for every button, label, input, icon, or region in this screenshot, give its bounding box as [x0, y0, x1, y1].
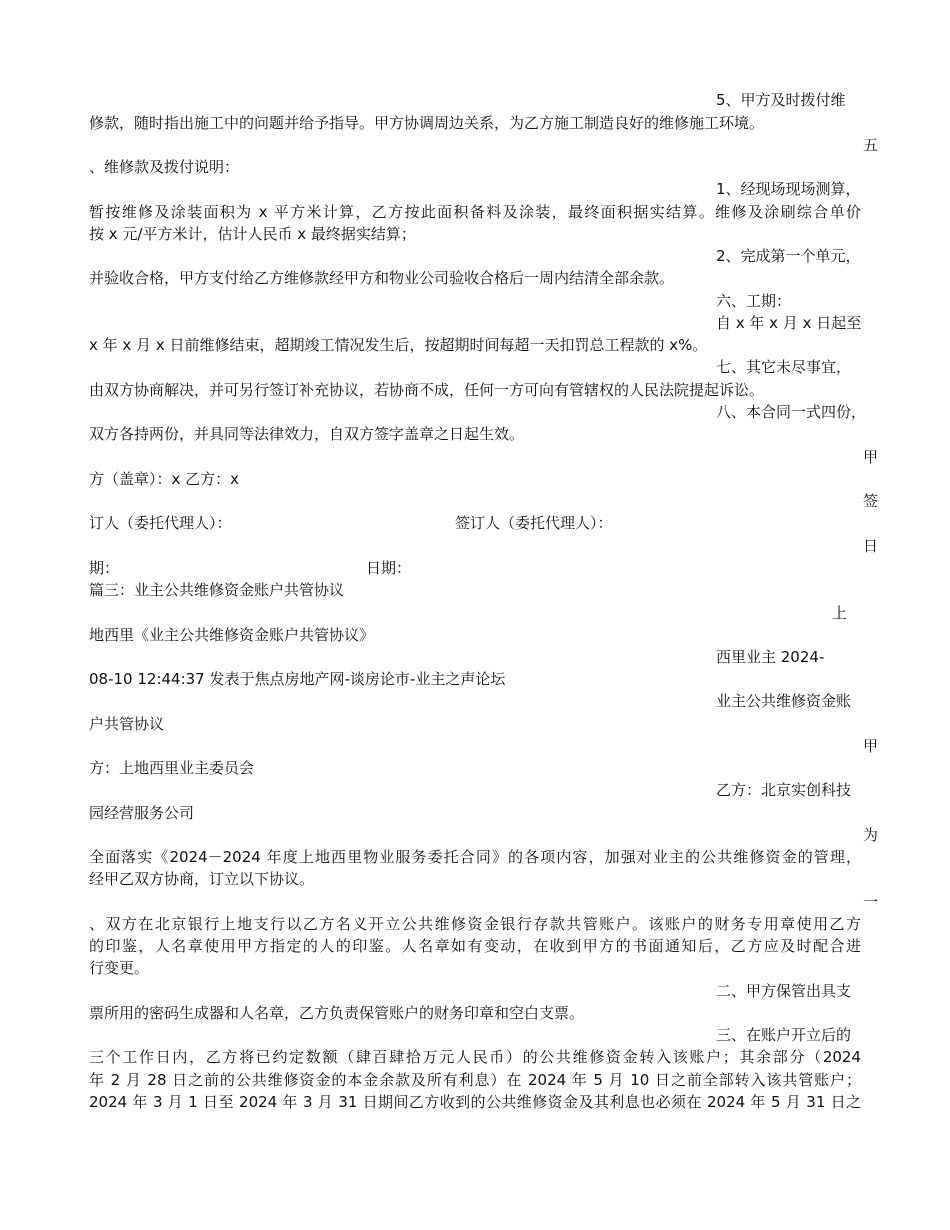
text-line: 行变更。: [89, 959, 150, 977]
signature-line: 订人（委托代理人）：: [89, 514, 232, 532]
section-heading: 二、甲方保管出具支: [716, 982, 852, 1000]
text-line: 签: [863, 492, 879, 510]
text-line: 5、甲方及时拨付维: [716, 91, 846, 109]
text-line: 、双方在北京银行上地支行以乙方名义开立公共维修资金银行存款共管账户。该账户的财务专用章使用乙方: [89, 915, 861, 933]
section-heading: 、维修款及拨付说明：: [89, 158, 240, 176]
party-a: 方：上地西里业主委员会: [89, 759, 255, 777]
section-heading: 六、工期：: [716, 292, 792, 310]
text-line: 全面落实《2024－2024 年度上地西里物业服务委托合同》的各项内容，加强对业主的公共维修资金的管理，: [89, 848, 861, 866]
post-meta: 08-10 12:44:37 发表于焦点房地产网-谈房论市-业主之声论坛: [89, 670, 506, 688]
text-line: 自 x 年 x 月 x 日起至: [716, 314, 862, 332]
text-line: 经甲乙双方协商，订立以下协议。: [89, 870, 315, 888]
text-line: 暂按维修及涂装面积为 x 平方米计算，乙方按此面积备料及涂装，最终面积据实结算。维修及涂刷综合单价: [89, 203, 861, 221]
signature-line: 方（盖章）：x 乙方：x: [89, 470, 240, 488]
text-line: 并验收合格，甲方支付给乙方维修款经甲方和物业公司验收合格后一周内结清全部余款。: [89, 269, 675, 287]
date-line: 日期：: [366, 559, 412, 577]
text-line: 由双方协商解决，并可另行签订补充协议，若协商不成，任何一方可向有管辖权的人民法院提起诉讼。: [89, 381, 765, 399]
text-line: 1、经现场现场测算，: [716, 180, 861, 198]
section-heading: 八、本合同一式四份，: [716, 403, 867, 421]
text-line: 2024 年 3 月 1 日至 2024 年 3 月 31 日期间乙方收到的公共维修资金及其利息也必须在 2024 年 5 月 31 日之: [89, 1093, 861, 1111]
text-line: x 年 x 月 x 日前维修结束，超期竣工情况发生后，按超期时间每超一天扣罚总工程款的 x%。: [89, 336, 708, 354]
text-line: 上: [832, 604, 848, 622]
text-line: 按 x 元/平方米计，估计人民币 x 最终据实结算；: [89, 225, 416, 243]
text-line: 业主公共维修资金账: [716, 692, 852, 710]
section-marker: 五: [863, 136, 879, 154]
text-line: 甲: [863, 448, 879, 466]
text-line: 为: [863, 826, 879, 844]
text-line: 双方各持两份，并具同等法律效力，自双方签字盖章之日起生效。: [89, 425, 525, 443]
agreement-title: 地西里《业主公共维修资金账户共管协议》: [89, 626, 375, 644]
date-line: 期：: [89, 559, 120, 577]
section-heading: 七、其它未尽事宜，: [716, 358, 852, 376]
text-line: 三个工作日内，乙方将已约定数额（肆百肆拾万元人民币）的公共维修资金转入该账户；其余部分（2024: [89, 1048, 861, 1066]
text-line: 日: [863, 537, 879, 555]
party-b: 乙方：北京实创科技: [716, 781, 852, 799]
text-line: 西里业主 2024-: [716, 648, 825, 666]
section-marker: 一: [863, 893, 879, 911]
chapter-title: 篇三：业主公共维修资金账户共管协议: [89, 581, 345, 599]
text-line: 2、完成第一个单元，: [716, 247, 861, 265]
section-heading: 三、在账户开立后的: [716, 1026, 852, 1044]
text-line: 年 2 月 28 日之前的公共维修资金的本金余款及所有利息）在 2024 年 5 月 10 日之前全部转入该共管账户；: [89, 1071, 861, 1089]
text-line: 户共管协议: [89, 715, 165, 733]
text-line: 的印鉴，人名章使用甲方指定的人的印鉴。人名章如有变动，在收到甲方的书面通知后，乙方应及时配合进: [89, 937, 861, 955]
text-line: 修款，随时指出施工中的问题并给予指导。甲方协调周边关系，为乙方施工制造良好的维修施工环境。: [89, 114, 765, 132]
text-line: 园经营服务公司: [89, 804, 195, 822]
text-line: 票所用的密码生成器和人名章，乙方负责保管账户的财务印章和空白支票。: [89, 1004, 585, 1022]
signature-line: 签订人（委托代理人）：: [455, 514, 613, 532]
text-line: 甲: [863, 737, 879, 755]
